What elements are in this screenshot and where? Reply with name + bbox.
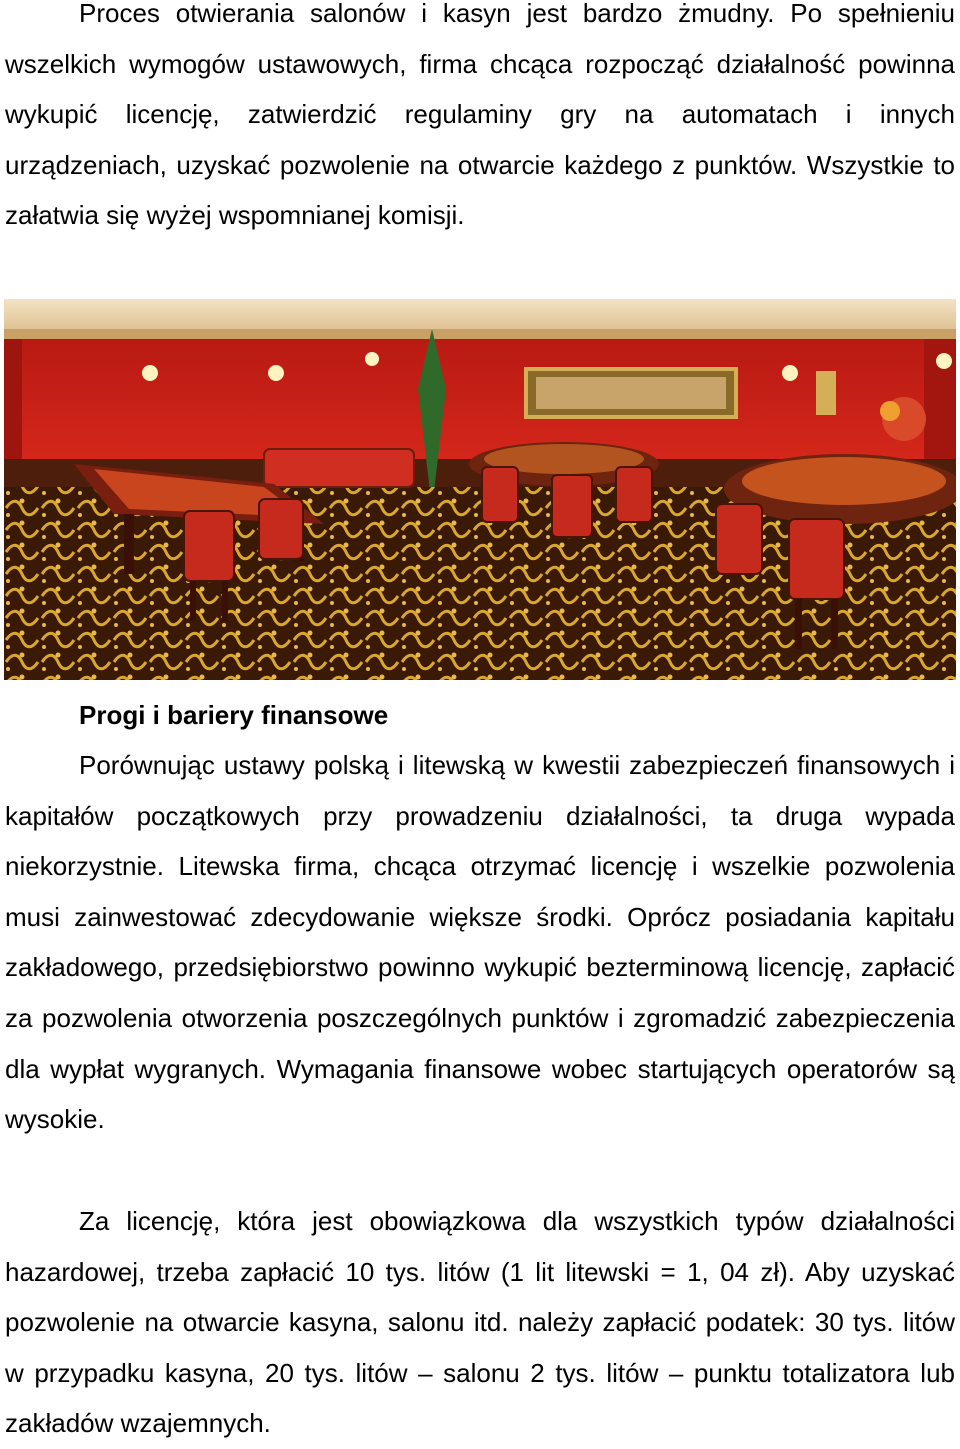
paragraph-intro: Proces otwierania salonów i kasyn jest bardzo żmudny. Po spełnieniu wszelkich wymogów ustawowych, firma chcąca rozpocząć działalność powinna wykupić licencję, zatwierdzić regulaminy gry na automatach i innych urządzeniach, uzyskać pozwolenie na otwarcie każdego z punktów. Wszystkie to załatwia się wyżej wspomnianej komisji.: [5, 0, 955, 231]
casino-interior-photo: [4, 299, 956, 680]
paragraph-financial: Porównując ustawy polską i litewską w kwestii zabezpieczeń finansowych i kapitałów początkowych przy prowadzeniu działalności, ta druga wypada niekorzystnie. Litewska firma, chcąca otrzymać licencję i wszelkie pozwolenia musi zainwestować zdecydowanie większe środki. Oprócz posiadania kapitału zakładowego, przedsiębiorstwo powinno wykupić bezterminową licencję, zapłacić za pozwolenia otworzenia poszczególnych punktów i zgromadzić zabezpieczenia dla wypłat wygranych. Wymagania finansowe wobec startujących operatorów są wysokie.: [5, 750, 955, 1135]
paragraph-fees: Za licencję, która jest obowiązkowa dla wszystkich typów działalności hazardowej, trzeba zapłacić 10 tys. litów (1 lit litewski = 1, 04 zł). Aby uzyskać pozwolenie na otwarcie kasyna, salonu itd. należy zapłacić podatek: 30 tys. litów w przypadku kasyna, 20 tys. litów – salonu 2 tys. litów – punktu totalizatora lub zakładów wzajemnych.: [5, 1206, 955, 1439]
section-heading: Progi i bariery finansowe: [79, 700, 389, 730]
